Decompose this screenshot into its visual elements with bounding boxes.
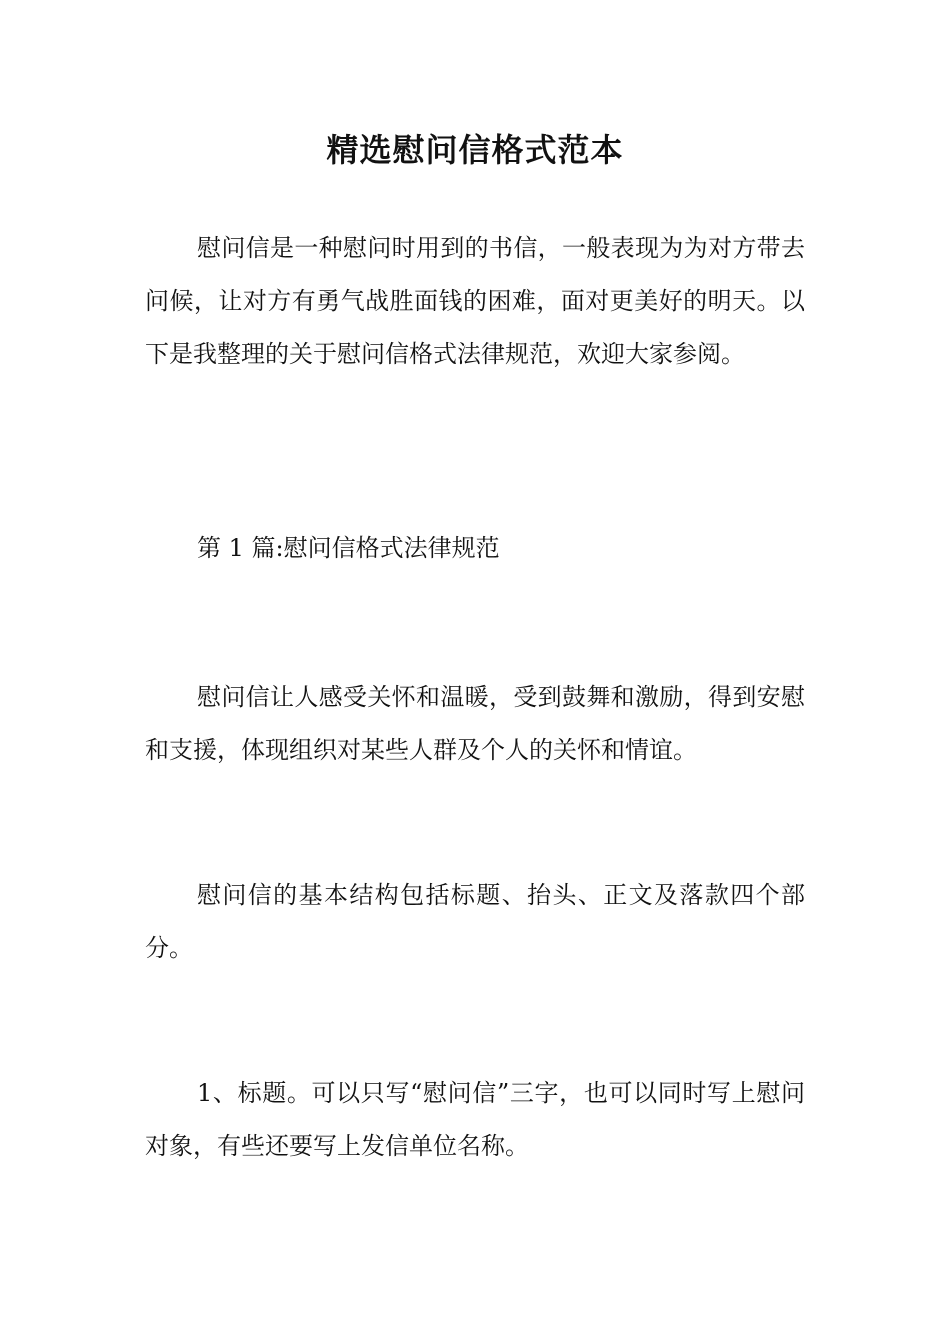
document-title: 精选慰问信格式范本 [326,131,624,169]
section-heading: 第 1 篇:慰问信格式法律规范 [197,534,500,562]
body-paragraph-3: 1、标题。可以只写“慰问信”三字，也可以同时写上慰问对象，有些还要写上发信单位名称。 [145,1079,805,1160]
intro-paragraph: 慰问信是一种慰问时用到的书信，一般表现为为对方带去问候，让对方有勇气战胜面钱的困难，面对更美好的明天。以下是我整理的关于慰问信格式法律规范，欢迎大家参阅。 [145,234,805,368]
body-paragraph-1: 慰问信让人感受关怀和温暖，受到鼓舞和激励，得到安慰和支援，体现组织对某些人群及个人的关怀和情谊。 [145,683,805,764]
body-paragraph-2: 慰问信的基本结构包括标题、抬头、正文及落款四个部分。 [145,881,805,962]
